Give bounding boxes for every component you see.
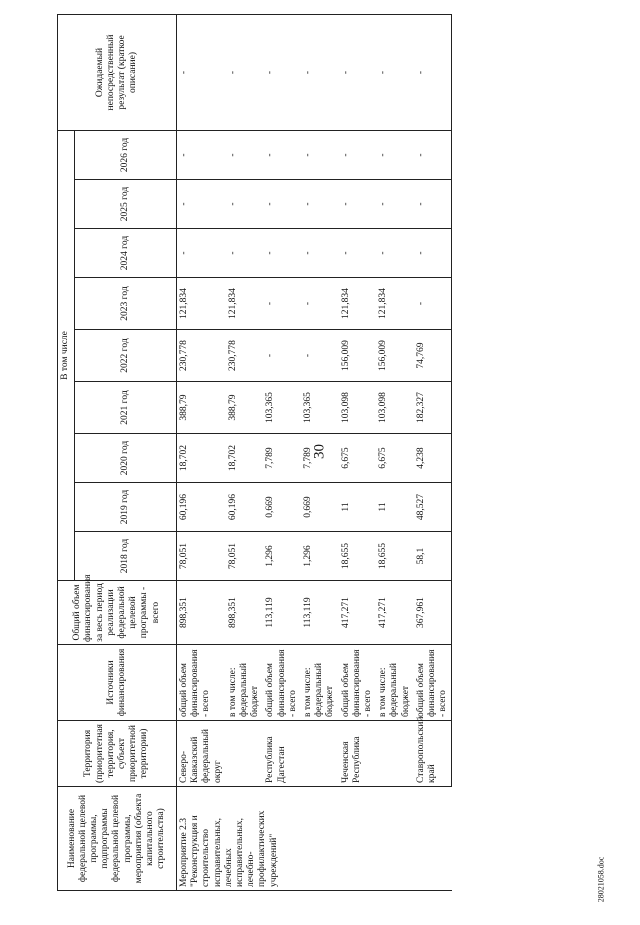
year-value-cell: 182,327	[414, 382, 452, 434]
header-year: 2020 год	[75, 434, 177, 483]
year-value-cell: 388,79	[226, 382, 264, 434]
year-value-cell: -	[339, 130, 377, 179]
year-value-cell: -	[301, 180, 339, 229]
year-value-cell: 6,675	[339, 434, 377, 483]
year-value-cell: 1,296	[263, 532, 301, 581]
year-value-cell: -	[263, 180, 301, 229]
result-cell: -	[301, 14, 339, 130]
year-value-cell: 60,196	[177, 483, 226, 532]
total-cell: 417,271	[339, 581, 377, 645]
year-value-cell: 11	[376, 483, 414, 532]
year-value-cell: 156,009	[376, 330, 414, 382]
result-cell: -	[177, 14, 226, 130]
year-value-cell: -	[177, 130, 226, 179]
header-year: 2022 год	[75, 330, 177, 382]
year-value-cell: -	[263, 278, 301, 330]
header-year: 2018 год	[75, 532, 177, 581]
document-code: 28021058.doc	[596, 856, 606, 903]
year-value-cell: 18,702	[177, 434, 226, 483]
table-header	[58, 14, 177, 890]
year-value-cell: -	[226, 130, 264, 179]
territory-cell: Республика Дагестан	[263, 721, 301, 787]
source-cell: общий объем финансирования - всего	[339, 645, 377, 721]
territory-cell: Ставропольский край	[414, 721, 452, 787]
year-value-cell: 388,79	[177, 382, 226, 434]
year-value-cell: -	[376, 180, 414, 229]
source-cell: общий объем финансирования - всего	[414, 645, 452, 721]
year-value-cell: 1,296	[301, 532, 339, 581]
year-value-cell: -	[414, 130, 452, 179]
year-value-cell: 121,834	[226, 278, 264, 330]
year-value-cell: 11	[339, 483, 377, 532]
year-value-cell: 0,669	[263, 483, 301, 532]
header-including: В том числе	[58, 130, 75, 580]
result-cell: -	[414, 14, 452, 130]
year-value-cell: 103,098	[339, 382, 377, 434]
year-value-cell: -	[263, 229, 301, 278]
territory-cell: Чеченская Республика	[339, 721, 377, 787]
total-cell: 113,119	[301, 581, 339, 645]
year-value-cell: 78,051	[177, 532, 226, 581]
year-value-cell: -	[301, 130, 339, 179]
year-value-cell: -	[339, 180, 377, 229]
year-value-cell: 121,834	[339, 278, 377, 330]
year-value-cell: -	[263, 330, 301, 382]
year-value-cell: 7,789	[301, 434, 339, 483]
year-value-cell: 103,098	[376, 382, 414, 434]
year-value-cell: -	[263, 130, 301, 179]
total-cell: 417,271	[376, 581, 414, 645]
table-row	[301, 14, 339, 890]
header-sources: Источники финансирования	[58, 645, 177, 721]
result-cell: -	[226, 14, 264, 130]
table-row	[414, 14, 452, 890]
territory-cell: Северо-Кавказский федеральный округ	[177, 721, 226, 787]
territory-cell	[301, 721, 339, 787]
year-value-cell: -	[301, 330, 339, 382]
year-value-cell: 60,196	[226, 483, 264, 532]
year-value-cell: -	[177, 180, 226, 229]
year-value-cell: 230,778	[226, 330, 264, 382]
header-territory: Территория (приоритетная территория, субъект приоритетной территории)	[58, 721, 177, 787]
financing-table	[57, 14, 452, 891]
year-value-cell: 230,778	[177, 330, 226, 382]
year-value-cell: -	[376, 229, 414, 278]
year-value-cell: -	[177, 229, 226, 278]
year-value-cell: -	[376, 130, 414, 179]
header-year: 2023 год	[75, 278, 177, 330]
year-value-cell: 74,769	[414, 330, 452, 382]
header-total: Общий объем финансирования за весь период реализации федеральной целевой программы - всего	[58, 581, 177, 645]
year-value-cell: 103,365	[263, 382, 301, 434]
header-year: 2025 год	[75, 180, 177, 229]
source-cell: в том числе: федеральный бюджет	[226, 645, 264, 721]
page-number: 30	[311, 444, 328, 459]
year-value-cell: -	[414, 278, 452, 330]
table-row	[177, 14, 226, 890]
header-year: 2021 год	[75, 382, 177, 434]
year-value-cell: 4,238	[414, 434, 452, 483]
total-cell: 367,961	[414, 581, 452, 645]
table-row	[263, 14, 301, 890]
result-cell: -	[376, 14, 414, 130]
total-cell: 113,119	[263, 581, 301, 645]
year-value-cell: 6,675	[376, 434, 414, 483]
year-value-cell: 121,834	[376, 278, 414, 330]
year-value-cell: 18,655	[376, 532, 414, 581]
table-body	[177, 14, 452, 890]
header-year: 2026 год	[75, 130, 177, 179]
year-value-cell: 0,669	[301, 483, 339, 532]
source-cell: в том числе: федеральный бюджет	[301, 645, 339, 721]
result-cell: -	[263, 14, 301, 130]
table-row	[376, 14, 414, 890]
source-cell: в том числе: федеральный бюджет	[376, 645, 414, 721]
year-value-cell: -	[226, 180, 264, 229]
year-value-cell: 48,527	[414, 483, 452, 532]
territory-cell	[376, 721, 414, 787]
total-cell: 898,351	[177, 581, 226, 645]
total-cell: 898,351	[226, 581, 264, 645]
measure-name: Мероприятие 2.3 "Реконструкция и строительство исправительных, лечебных исправительных, лечебно-профилактических учреждений"	[177, 787, 452, 891]
source-cell: общий объем финансирования - всего	[177, 645, 226, 721]
year-value-cell: -	[339, 229, 377, 278]
header-result: Ожидаемый непосредственный результат (краткое описание)	[58, 14, 177, 130]
year-value-cell: 58,1	[414, 532, 452, 581]
year-value-cell: 121,834	[177, 278, 226, 330]
year-value-cell: 78,051	[226, 532, 264, 581]
result-cell: -	[339, 14, 377, 130]
year-value-cell: -	[301, 229, 339, 278]
year-value-cell: 103,365	[301, 382, 339, 434]
year-value-cell: -	[414, 229, 452, 278]
source-cell: общий объем финансирования - всего	[263, 645, 301, 721]
header-name: Наименование федеральной целевой программы, подпрограммы федеральной целевой программы, мероприятия (объекта капитального строительства)	[58, 787, 177, 891]
year-value-cell: -	[301, 278, 339, 330]
rotated-table-container	[57, 15, 625, 891]
year-value-cell: 156,009	[339, 330, 377, 382]
table-row	[339, 14, 377, 890]
header-year: 2019 год	[75, 483, 177, 532]
year-value-cell: -	[226, 229, 264, 278]
year-value-cell: 18,702	[226, 434, 264, 483]
year-value-cell: -	[414, 180, 452, 229]
header-year: 2024 год	[75, 229, 177, 278]
year-value-cell: 7,789	[263, 434, 301, 483]
territory-cell	[226, 721, 264, 787]
year-value-cell: 18,655	[339, 532, 377, 581]
table-row	[226, 14, 264, 890]
